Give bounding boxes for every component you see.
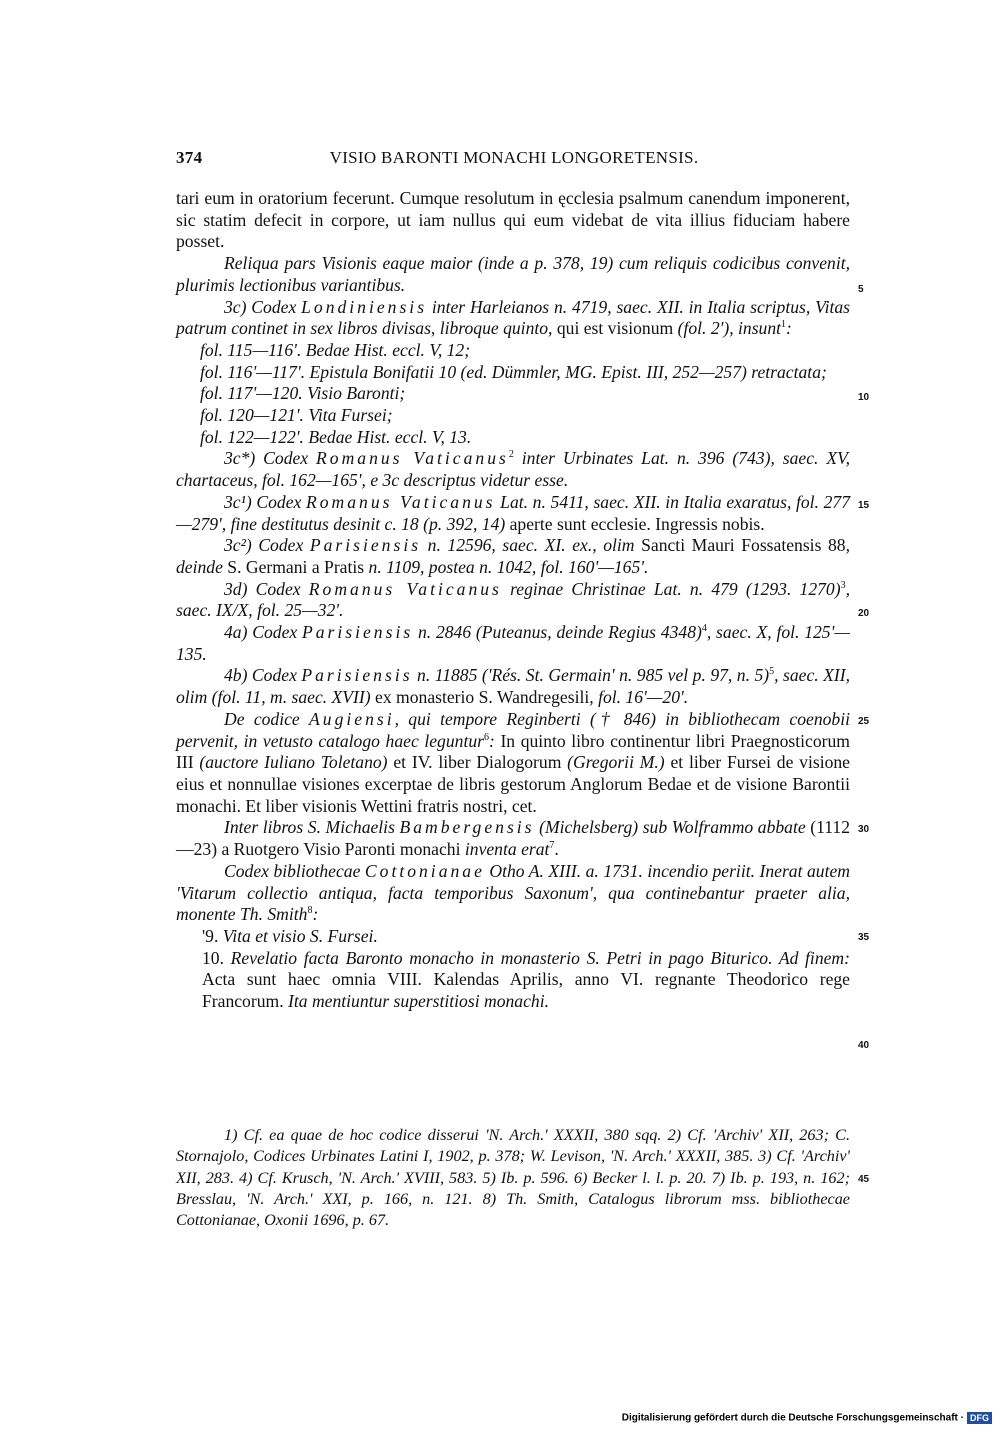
line-number: 15: [858, 500, 870, 511]
manuscript-entry: 3c*) Codex Romanus Vaticanus$^2$ inter Urbinates Lat. n. 396 (743), saec. XV, chartaceus, fol. 162—165', e 3c descriptus videtur esse.: [176, 448, 850, 491]
paragraph: Reliqua pars Visionis eaque maior (inde a p. 378, 19) cum reliquis codicibus convenit, plurimis lectionibus variantibus.: [176, 253, 850, 295]
manuscript-entry: 3c) Codex Londiniensis inter Harleianos n. 4719, saec. XII. in Italia scriptus, Vitas patrum continet in sex libros divisas, libroque quinto, qui est visionum (fol. 2'), insunt$^1$:: [176, 296, 850, 339]
running-title: VISIO BARONTI MONACHI LONGORETENSIS.: [329, 148, 699, 167]
dfg-logo: DFG: [967, 1412, 992, 1424]
list-item: '9. Vita et visio S. Fursei.: [202, 925, 378, 946]
folio-line: fol. 115—116'. Bedae Hist. eccl. V, 12;: [200, 339, 471, 360]
manuscript-entry: 3c²) Codex Parisiensis n. 12596, saec. XI. ex., olim Sancti Mauri Fossatensis 88, deinde S. Germani a Pratis n. 1109, postea n. 1042, fol. 160'—165'.: [176, 535, 850, 577]
manuscript-entry: 3d) Codex Romanus Vaticanus reginae Christinae Lat. n. 479 (1293. 1270)$^3$, saec. IX/X, fol. 25—32'.: [176, 578, 850, 621]
body-text: [176, 188, 850, 1013]
line-number: 5: [858, 284, 864, 295]
manuscript-entry: Codex bibliothecae Cottonianae Otho A. XIII. a. 1731. incendio periit. Inerat autem 'Vitarum collectio antiqua, facta temporibus Saxonum', qua continebantur praeter alia, monente Th. Smith$^8$:: [176, 860, 850, 925]
line-number: 20: [858, 608, 870, 619]
manuscript-entry: 4a) Codex Parisiensis n. 2846 (Puteanus, deinde Regius 4348)$^4$, saec. X, fol. 125'—135.: [176, 622, 850, 664]
manuscript-entry: 3c¹) Codex Romanus Vaticanus Lat. n. 5411, saec. XII. in Italia exaratus, fol. 277—279', fine destitutus desinit c. 18 (p. 392, 14) aperte sunt ecclesie. Ingressis nobis.: [176, 491, 850, 534]
manuscript-entry: Inter libros S. Michaelis Bambergensis (Michelsberg) sub Wolframmo abbate (1112—23) a Ruotgero Visio Paronti monachi inventa erat$^7$.: [176, 817, 850, 860]
line-number: 45: [858, 1174, 870, 1185]
line-number: 30: [858, 824, 870, 835]
manuscript-entry: De codice Augiensi, qui tempore Reginberti († 846) in bibliothecam coenobii pervenit, in vetusto catalogo haec leguntur$^6$: In quinto libro continentur libri Praegnosticorum III (auctore Iuliano Toletano) et IV. liber Dialogorum (Gregorii M.) et liber Fursei de visione eius et nonnullae visiones excerptae de libris gestorum Anglorum Bedae et de visione Barontii monachi. Et liber visionis Wettini fratris nostri, cet.: [176, 708, 850, 816]
line-number: 25: [858, 716, 870, 727]
digitization-text: Digitalisierung gefördert durch die Deutsche Forschungsgemeinschaft ·: [621, 1412, 964, 1424]
digitization-credit: [622, 1412, 992, 1424]
folio-line: fol. 120—121'. Vita Fursei;: [200, 405, 393, 426]
page-number: 374: [176, 148, 203, 167]
folio-line: fol. 116'—117'. Epistula Bonifatii 10 (ed. Dümmler, MG. Epist. III, 252—257) retractata;: [200, 361, 827, 382]
line-number: 40: [858, 1040, 870, 1051]
running-head: [176, 148, 852, 172]
folio-line: fol. 122—122'. Bedae Hist. eccl. V, 13.: [200, 426, 472, 447]
margin-line-numbers: [858, 0, 878, 1434]
footnote-text: 1) Cf. ea quae de hoc codice disserui 'N. Arch.' XXXII, 380 sqq. 2) Cf. 'Archiv' XII, 263; C. Stornajolo, Codices Urbinates Latini I, 1902, p. 378; W. Levison, 'N. Arch.' XXXII, 385. 3) Cf. 'Archiv' XII, 283. 4) Cf. Krusch, 'N. Arch.' XVIII, 583. 5) Ib. p. 596. 6) Becker l. l. p. 20. 7) Ib. p. 193, n. 162; Bresslau, 'N. Arch.' XXI, p. 166, n. 121. 8) Th. Smith, Catalogus librorum mss. bibliothecae Cottonianae, Oxonii 1696, p. 67.: [176, 1126, 850, 1230]
manuscript-entry: 4b) Codex Parisiensis n. 11885 ('Rés. St. Germain' n. 985 vel p. 97, n. 5)$^5$, saec. XII, olim (fol. 11, m. saec. XVII) ex monasterio S. Wandregesili, fol. 16'—20'.: [176, 665, 851, 708]
paragraph: tari eum in oratorium fecerunt. Cumque resolutum in ęcclesia psalmum canendum imponerent, sic statim defecit in corpore, ut iam nullus qui eum videbat de vita illius fiduciam habere posset.: [176, 188, 850, 252]
footnotes: [176, 1125, 850, 1231]
line-number: 10: [858, 392, 870, 403]
line-number: 35: [858, 932, 870, 943]
list-item: 10. Revelatio facta Baronto monacho in monasterio S. Petri in pago Biturico. Ad finem: Acta sunt haec omnia VIII. Kalendas Aprilis, anno VI. regnante Theodorico rege Francorum. Ita mentiuntur superstitiosi monachi.: [202, 947, 850, 1012]
folio-line: fol. 117'—120. Visio Baronti;: [200, 383, 406, 404]
